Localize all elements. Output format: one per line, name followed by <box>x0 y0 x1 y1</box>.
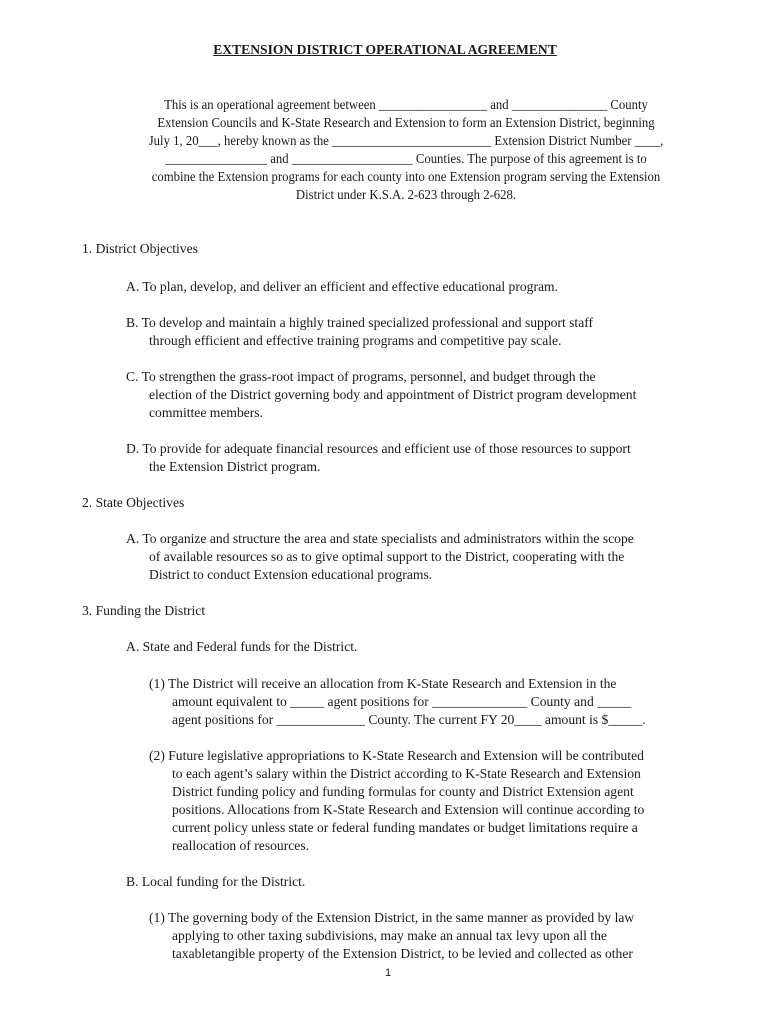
document-title: EXTENSION DISTRICT OPERATIONAL AGREEMENT <box>213 42 557 57</box>
funding-a1-line: agent positions for _____________ County. The current FY 20____ amount is $_____. <box>172 712 646 727</box>
intro-line: July 1, 20___, hereby known as the _________________________ Extension District Number ____, <box>148 133 664 148</box>
funding-a2-line: to each agent’s salary within the District according to K-State Research and Extension <box>172 766 641 781</box>
funding-b: B. Local funding for the District. <box>126 874 306 889</box>
section-heading-district-objectives: 1. District Objectives <box>82 241 198 256</box>
funding-a1-line: amount equivalent to _____ agent positions for ______________ County and _____ <box>172 694 632 709</box>
funding-b1-line: taxabletangible property of the Extension District, to be levied and collected as other <box>172 946 633 961</box>
objective-a: A. To plan, develop, and deliver an efficient and effective educational program. <box>126 279 558 294</box>
state-objective-a-line: A. To organize and structure the area and state specialists and administrators within the scope <box>126 531 634 546</box>
page-number: 1 <box>385 967 392 979</box>
funding-a1-line: (1) The District will receive an allocation from K-State Research and Extension in the <box>149 676 617 691</box>
funding-b1-line: (1) The governing body of the Extension District, in the same manner as provided by law <box>149 910 635 925</box>
funding-a: A. State and Federal funds for the District. <box>126 639 358 654</box>
funding-a2-line: current policy unless state or federal funding mandates or budget limitations require a <box>172 820 638 835</box>
intro-line: District under K.S.A. 2-623 through 2-628. <box>295 187 517 202</box>
objective-b-line: B. To develop and maintain a highly trained specialized professional and support staff <box>126 315 594 330</box>
section-heading-funding: 3. Funding the District <box>82 603 206 618</box>
intro-line: ________________ and ___________________ Counties. The purpose of this agreement is to <box>165 151 647 166</box>
funding-a2-line: positions. Allocations from K-State Research and Extension will continue according to <box>172 802 645 817</box>
funding-b1-line: applying to other taxing subdivisions, may make an annual tax levy upon all the <box>172 928 607 943</box>
funding-a2-line: District funding policy and funding formulas for county and District Extension agent <box>172 784 634 799</box>
objective-b-line: through efficient and effective training programs and competitive pay scale. <box>149 333 562 348</box>
intro-line: Extension Councils and K-State Research and Extension to form an Extension District, beginning <box>157 115 655 130</box>
objective-d-line: the Extension District program. <box>149 459 321 474</box>
state-objective-a-line: of available resources so as to give optimal support to the District, cooperating with the <box>149 549 625 564</box>
objective-d-line: D. To provide for adequate financial resources and efficient use of those resources to support <box>126 441 631 456</box>
funding-a2-line: (2) Future legislative appropriations to K-State Research and Extension will be contributed <box>149 748 644 763</box>
funding-a2-line: reallocation of resources. <box>172 838 310 853</box>
intro-line: combine the Extension programs for each county into one Extension program serving the Extension <box>151 169 661 184</box>
objective-c-line: committee members. <box>149 405 264 420</box>
intro-line: This is an operational agreement between _________________ and _______________ County <box>164 97 648 112</box>
section-heading-state-objectives: 2. State Objectives <box>82 495 185 510</box>
objective-c-line: election of the District governing body and appointment of District program development <box>149 387 637 402</box>
objective-c-line: C. To strengthen the grass-root impact of programs, personnel, and budget through the <box>126 369 596 384</box>
state-objective-a-line: District to conduct Extension educational programs. <box>149 567 433 582</box>
